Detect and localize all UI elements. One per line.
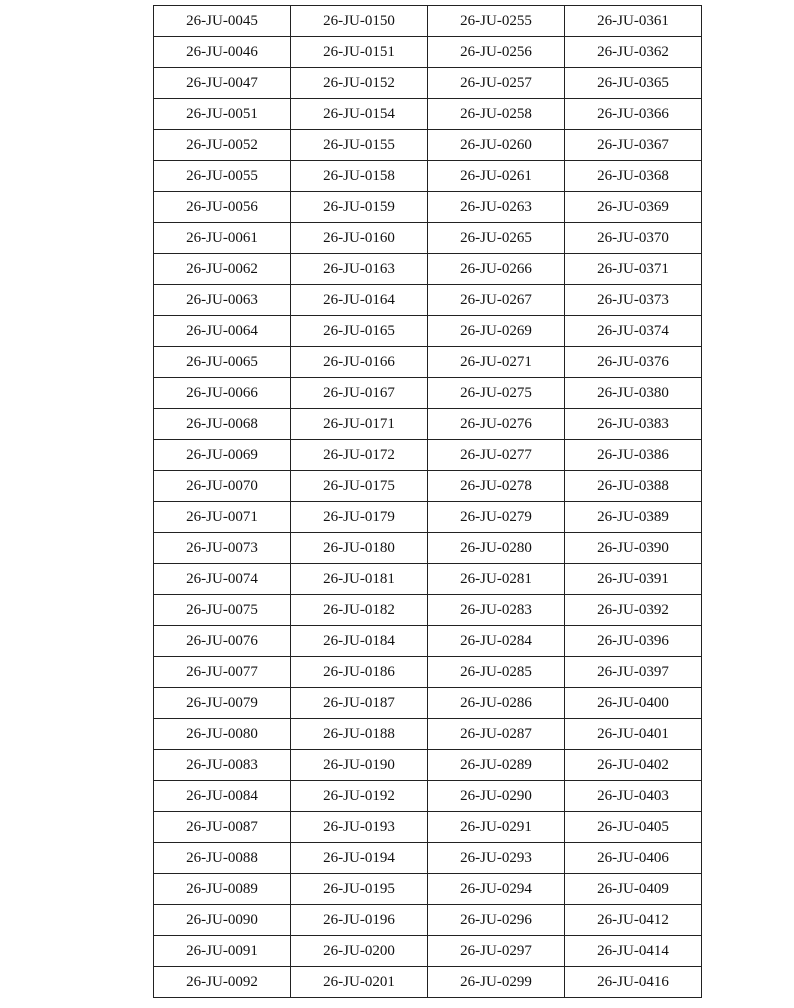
table-cell: 26-JU-0066 (154, 378, 291, 409)
table-cell: 26-JU-0047 (154, 68, 291, 99)
table-cell: 26-JU-0263 (428, 192, 565, 223)
table-cell: 26-JU-0371 (565, 254, 702, 285)
table-cell: 26-JU-0201 (291, 967, 428, 998)
table-cell: 26-JU-0275 (428, 378, 565, 409)
table-cell: 26-JU-0180 (291, 533, 428, 564)
table-cell: 26-JU-0164 (291, 285, 428, 316)
table-cell: 26-JU-0079 (154, 688, 291, 719)
table-row (154, 533, 702, 564)
table-cell: 26-JU-0261 (428, 161, 565, 192)
table-cell: 26-JU-0286 (428, 688, 565, 719)
table-row (154, 657, 702, 688)
table-cell: 26-JU-0150 (291, 6, 428, 37)
table-cell: 26-JU-0089 (154, 874, 291, 905)
table-cell: 26-JU-0396 (565, 626, 702, 657)
table-cell: 26-JU-0412 (565, 905, 702, 936)
table-cell: 26-JU-0188 (291, 719, 428, 750)
table-cell: 26-JU-0255 (428, 6, 565, 37)
table-cell: 26-JU-0299 (428, 967, 565, 998)
table-row (154, 161, 702, 192)
table-cell: 26-JU-0181 (291, 564, 428, 595)
table-row (154, 688, 702, 719)
table-cell: 26-JU-0289 (428, 750, 565, 781)
table-row (154, 750, 702, 781)
code-table (153, 5, 702, 998)
table-cell: 26-JU-0090 (154, 905, 291, 936)
table-cell: 26-JU-0285 (428, 657, 565, 688)
table-cell: 26-JU-0084 (154, 781, 291, 812)
table-cell: 26-JU-0186 (291, 657, 428, 688)
table-cell: 26-JU-0389 (565, 502, 702, 533)
table-cell: 26-JU-0256 (428, 37, 565, 68)
table-row (154, 37, 702, 68)
table-cell: 26-JU-0409 (565, 874, 702, 905)
table-cell: 26-JU-0390 (565, 533, 702, 564)
table-cell: 26-JU-0045 (154, 6, 291, 37)
table-cell: 26-JU-0373 (565, 285, 702, 316)
table-row (154, 502, 702, 533)
table-cell: 26-JU-0397 (565, 657, 702, 688)
table-cell: 26-JU-0160 (291, 223, 428, 254)
table-cell: 26-JU-0163 (291, 254, 428, 285)
table-cell: 26-JU-0068 (154, 409, 291, 440)
table-cell: 26-JU-0291 (428, 812, 565, 843)
table-cell: 26-JU-0184 (291, 626, 428, 657)
table-cell: 26-JU-0071 (154, 502, 291, 533)
table-cell: 26-JU-0265 (428, 223, 565, 254)
table-cell: 26-JU-0175 (291, 471, 428, 502)
table-row (154, 936, 702, 967)
code-table-body (154, 6, 702, 998)
table-row (154, 6, 702, 37)
table-cell: 26-JU-0172 (291, 440, 428, 471)
table-cell: 26-JU-0065 (154, 347, 291, 378)
table-row (154, 130, 702, 161)
table-cell: 26-JU-0195 (291, 874, 428, 905)
table-cell: 26-JU-0187 (291, 688, 428, 719)
table-cell: 26-JU-0374 (565, 316, 702, 347)
table-cell: 26-JU-0092 (154, 967, 291, 998)
table-cell: 26-JU-0076 (154, 626, 291, 657)
table-cell: 26-JU-0088 (154, 843, 291, 874)
table-cell: 26-JU-0361 (565, 6, 702, 37)
table-cell: 26-JU-0283 (428, 595, 565, 626)
table-row (154, 595, 702, 626)
table-cell: 26-JU-0154 (291, 99, 428, 130)
table-row (154, 378, 702, 409)
table-cell: 26-JU-0279 (428, 502, 565, 533)
table-row (154, 781, 702, 812)
table-cell: 26-JU-0179 (291, 502, 428, 533)
table-cell: 26-JU-0171 (291, 409, 428, 440)
table-cell: 26-JU-0271 (428, 347, 565, 378)
table-cell: 26-JU-0267 (428, 285, 565, 316)
table-cell: 26-JU-0368 (565, 161, 702, 192)
table-cell: 26-JU-0297 (428, 936, 565, 967)
table-cell: 26-JU-0386 (565, 440, 702, 471)
table-cell: 26-JU-0190 (291, 750, 428, 781)
table-cell: 26-JU-0073 (154, 533, 291, 564)
table-cell: 26-JU-0366 (565, 99, 702, 130)
table-row (154, 99, 702, 130)
table-cell: 26-JU-0167 (291, 378, 428, 409)
table-row (154, 843, 702, 874)
table-cell: 26-JU-0258 (428, 99, 565, 130)
table-cell: 26-JU-0063 (154, 285, 291, 316)
table-cell: 26-JU-0403 (565, 781, 702, 812)
table-cell: 26-JU-0166 (291, 347, 428, 378)
table-cell: 26-JU-0159 (291, 192, 428, 223)
table-cell: 26-JU-0074 (154, 564, 291, 595)
table-cell: 26-JU-0091 (154, 936, 291, 967)
table-cell: 26-JU-0276 (428, 409, 565, 440)
table-row (154, 564, 702, 595)
table-cell: 26-JU-0402 (565, 750, 702, 781)
table-cell: 26-JU-0383 (565, 409, 702, 440)
table-cell: 26-JU-0151 (291, 37, 428, 68)
table-row (154, 68, 702, 99)
table-cell: 26-JU-0194 (291, 843, 428, 874)
table-cell: 26-JU-0070 (154, 471, 291, 502)
table-row (154, 192, 702, 223)
table-row (154, 967, 702, 998)
table-row (154, 285, 702, 316)
table-cell: 26-JU-0061 (154, 223, 291, 254)
table-cell: 26-JU-0388 (565, 471, 702, 502)
table-row (154, 316, 702, 347)
table-row (154, 626, 702, 657)
table-row (154, 471, 702, 502)
table-cell: 26-JU-0370 (565, 223, 702, 254)
table-cell: 26-JU-0406 (565, 843, 702, 874)
table-cell: 26-JU-0165 (291, 316, 428, 347)
table-row (154, 874, 702, 905)
table-cell: 26-JU-0287 (428, 719, 565, 750)
table-cell: 26-JU-0380 (565, 378, 702, 409)
table-cell: 26-JU-0391 (565, 564, 702, 595)
table-cell: 26-JU-0152 (291, 68, 428, 99)
table-cell: 26-JU-0296 (428, 905, 565, 936)
table-cell: 26-JU-0278 (428, 471, 565, 502)
table-cell: 26-JU-0182 (291, 595, 428, 626)
table-cell: 26-JU-0052 (154, 130, 291, 161)
table-cell: 26-JU-0401 (565, 719, 702, 750)
table-cell: 26-JU-0196 (291, 905, 428, 936)
table-cell: 26-JU-0376 (565, 347, 702, 378)
table-cell: 26-JU-0280 (428, 533, 565, 564)
table-cell: 26-JU-0362 (565, 37, 702, 68)
table-cell: 26-JU-0400 (565, 688, 702, 719)
table-cell: 26-JU-0269 (428, 316, 565, 347)
table-row (154, 440, 702, 471)
table-cell: 26-JU-0260 (428, 130, 565, 161)
table-cell: 26-JU-0051 (154, 99, 291, 130)
table-cell: 26-JU-0369 (565, 192, 702, 223)
table-cell: 26-JU-0405 (565, 812, 702, 843)
table-cell: 26-JU-0414 (565, 936, 702, 967)
table-cell: 26-JU-0056 (154, 192, 291, 223)
table-cell: 26-JU-0290 (428, 781, 565, 812)
table-cell: 26-JU-0158 (291, 161, 428, 192)
table-row (154, 719, 702, 750)
table-cell: 26-JU-0064 (154, 316, 291, 347)
table-row (154, 409, 702, 440)
table-cell: 26-JU-0193 (291, 812, 428, 843)
table-cell: 26-JU-0075 (154, 595, 291, 626)
table-cell: 26-JU-0367 (565, 130, 702, 161)
table-cell: 26-JU-0080 (154, 719, 291, 750)
table-cell: 26-JU-0294 (428, 874, 565, 905)
table-cell: 26-JU-0192 (291, 781, 428, 812)
table-cell: 26-JU-0284 (428, 626, 565, 657)
table-cell: 26-JU-0277 (428, 440, 565, 471)
table-cell: 26-JU-0392 (565, 595, 702, 626)
table-cell: 26-JU-0087 (154, 812, 291, 843)
table-row (154, 812, 702, 843)
table-cell: 26-JU-0281 (428, 564, 565, 595)
table-cell: 26-JU-0155 (291, 130, 428, 161)
table-cell: 26-JU-0077 (154, 657, 291, 688)
table-cell: 26-JU-0293 (428, 843, 565, 874)
table-row (154, 254, 702, 285)
table-row (154, 347, 702, 378)
table-cell: 26-JU-0266 (428, 254, 565, 285)
table-cell: 26-JU-0200 (291, 936, 428, 967)
table-cell: 26-JU-0257 (428, 68, 565, 99)
table-cell: 26-JU-0062 (154, 254, 291, 285)
table-cell: 26-JU-0046 (154, 37, 291, 68)
table-row (154, 223, 702, 254)
table-cell: 26-JU-0083 (154, 750, 291, 781)
table-cell: 26-JU-0069 (154, 440, 291, 471)
table-cell: 26-JU-0365 (565, 68, 702, 99)
table-cell: 26-JU-0055 (154, 161, 291, 192)
table-row (154, 905, 702, 936)
table-cell: 26-JU-0416 (565, 967, 702, 998)
